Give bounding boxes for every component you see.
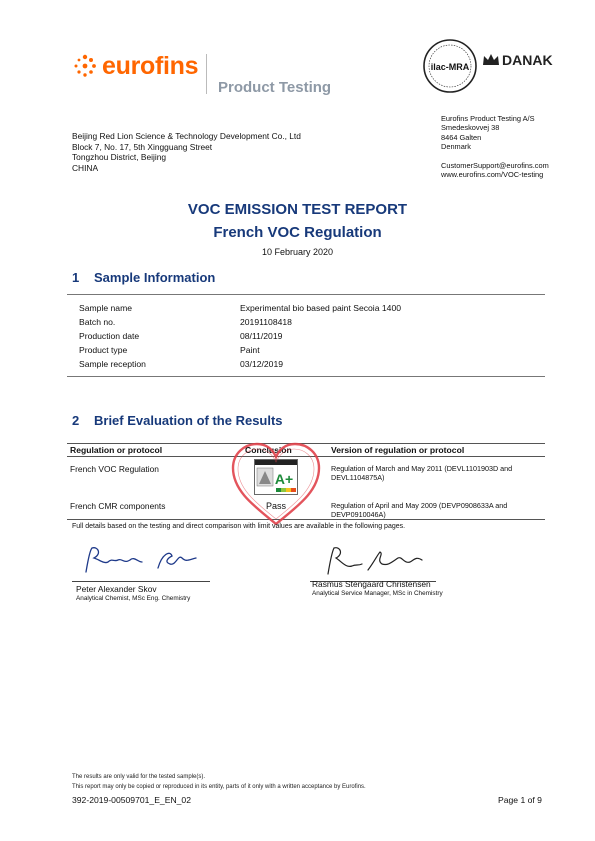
sample-information-table: Sample name Experimental bio based paint Secoia 1400 Batch no. 20191108418 Production date 08/11/2019 Product type Paint Sample reception 03/12/2019 — [67, 294, 545, 377]
table-row: French VOC Regulation Regulation of March and May 2011 (DEVL1101903D and DEVL1104875A) — [70, 464, 513, 482]
page-number: Page 1 of 9 — [498, 795, 542, 805]
report-date: 10 February 2020 — [261, 247, 334, 257]
cmr-conclusion: Pass — [266, 501, 287, 511]
results-table-header: Regulation or protocol Conclusion Version of regulation or protocol — [67, 443, 545, 457]
section-2-heading: 2 Brief Evaluation of the Results — [72, 413, 283, 428]
report-id: 392-2019-00509701_E_EN_02 — [72, 795, 191, 805]
client-address: Beijing Red Lion Science & Technology Development Co., Ltd Block 7, No. 17, 5th Xingguang Street Tongzhou District, Beijing CHINA — [72, 131, 301, 173]
svg-text:A+: A+ — [274, 471, 294, 487]
heart-stamp-icon — [227, 440, 325, 528]
eurofins-logo — [72, 48, 372, 100]
signature-image — [318, 540, 438, 580]
brand-name: eurofins — [102, 52, 199, 80]
ilac-mra-seal-icon — [422, 38, 478, 94]
support-email[interactable]: CustomerSupport@eurofins.com — [441, 161, 549, 171]
signature-block-1: Peter Alexander Skov Analytical Chemist, MSc Eng. Chemistry — [72, 540, 232, 610]
svg-text:ilac-MRA: ilac-MRA — [430, 62, 470, 72]
table-row: French CMR components Regulation of April and May 2009 (DEVP0908633A and DEVP0910046A) — [70, 501, 508, 519]
website-link[interactable]: www.eurofins.com/VOC-testing — [441, 170, 544, 180]
lab-address: Eurofins Product Testing A/S Smedeskovvej 38 8464 Galten Denmark CustomerSupport@eurofins.com www.eurofins.com/VOC-testing — [441, 114, 549, 180]
footer-validity-note: The results are only valid for the tested sample(s). — [72, 774, 206, 780]
full-details-note: Full details based on the testing and direct comparison with limit values are available in the following pages. — [72, 523, 406, 530]
section-1-heading: 1 Sample Information — [72, 270, 216, 285]
danak-logo: DANAK — [482, 52, 553, 73]
report-subtitle: French VOC Regulation — [213, 224, 382, 241]
eurofins-dots-icon — [72, 54, 98, 80]
signature-image — [78, 540, 218, 580]
crown-icon — [482, 53, 500, 67]
accreditation-logos — [422, 38, 562, 94]
report-title: VOC EMISSION TEST REPORT — [187, 201, 408, 218]
logo-divider — [206, 54, 207, 94]
signature-block-2: Rasmus Stengaard Christensen Analytical Service Manager, MSc in Chemistry — [310, 540, 480, 610]
footer-copy-note: This report may only be copied or reproduced in its entity, parts of it only with a written acceptance by Eurofins. — [72, 784, 366, 790]
division-name: Product Testing — [218, 79, 332, 96]
